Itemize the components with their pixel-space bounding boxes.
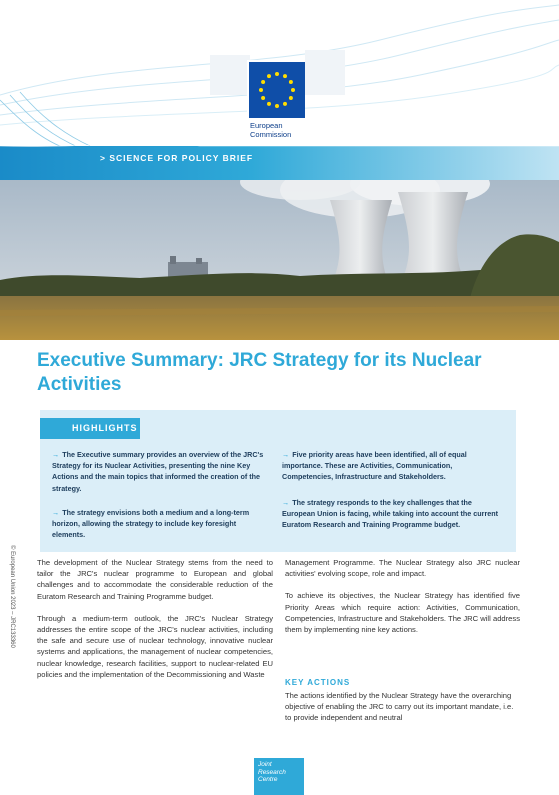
page-title: Executive Summary: JRC Strategy for its Nuclear Activities	[37, 350, 482, 395]
highlight-item: → The Executive summary provides an overview of the JRC's Strategy for its Nuclear Activities, presenting the nine Key Actions and the main topics that informed the creation of the strategy.	[52, 450, 264, 493]
body-right-column	[285, 557, 520, 646]
body-paragraph: Through a medium-term outlook, the JRC's Nuclear Strategy addresses the entire scope of the JRC's nuclear activities, including the safe and secure use of nuclear technology, innovative nuclear systems and applications, the management of nuclear competencies, nuclear knowledge, research facilities, support to nuclear-related EU policies and the implementation of the Decommissioning and Waste	[37, 613, 273, 679]
arrow-right-icon: →	[282, 498, 290, 507]
logo-line-commission: Commission	[250, 130, 292, 139]
science-for-policy-brief-label: > SCIENCE FOR POLICY BRIEF	[100, 153, 254, 163]
body-left-column	[37, 557, 273, 691]
cooling-towers-photo	[0, 180, 559, 340]
body-paragraph: The development of the Nuclear Strategy stems from the need to tailor the JRC's nuclear programme to European and global challenges and to accommodate the considerable reduction of the Euratom Research and Training Programme budget.	[37, 558, 273, 601]
eu-logo-text	[250, 121, 310, 139]
highlight-item: → Five priority areas have been identified, all of equal importance. These are Activities, Communication, Competencies, Infrastructure and Stakeholders.	[282, 450, 467, 482]
copyright-vertical-text: © European Union 2023 – JRC133360	[9, 545, 15, 648]
chevron-icon: >	[100, 153, 110, 163]
body-right-column-continued	[285, 690, 520, 735]
jrc-logo-text: Joint Research Centre	[258, 761, 286, 783]
arrow-right-icon: →	[52, 508, 60, 517]
highlight-item: → The strategy responds to the key challenges that the European Union is facing, while taking into account the current Euratom Research and Training Programme budget.	[282, 498, 499, 530]
body-paragraph: To achieve its objectives, the Nuclear Strategy has identified five Priority Areas which require action: Activities, Communication, Competencies, Infrastructure and Stakeholders. The JRC will address them by implementing nine key actions.	[285, 591, 520, 635]
arrow-right-icon: →	[52, 450, 60, 459]
eu-flag-icon	[249, 62, 305, 118]
highlights-label: HIGHLIGHTS	[72, 423, 138, 433]
body-paragraph: The actions identified by the Nuclear Strategy have the overarching objective of enabling the JRC to carry out its important mandate, i.e. to provide independent and neutral	[285, 691, 514, 723]
highlight-item: → The strategy envisions both a medium and a long-term horizon, allowing the strategy to include key foresight elements.	[52, 508, 250, 540]
arrow-right-icon: →	[282, 450, 290, 459]
body-paragraph: Management Programme. The Nuclear Strategy also JRC nuclear activities' evolving scope, role and impact.	[285, 558, 520, 579]
key-actions-heading: KEY ACTIONS	[285, 678, 351, 687]
logo-line-european: European	[250, 121, 283, 130]
